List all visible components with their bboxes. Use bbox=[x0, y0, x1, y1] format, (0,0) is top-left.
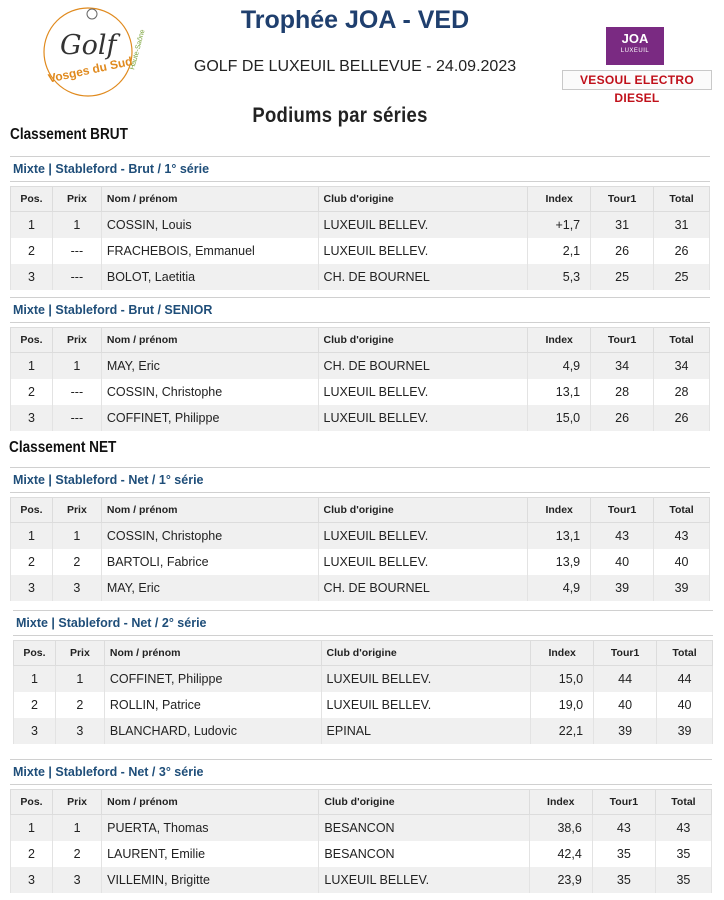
table-cell: 2 bbox=[53, 841, 102, 867]
table-cell: 13,1 bbox=[528, 523, 591, 550]
table-cell: 3 bbox=[11, 867, 53, 893]
results-block bbox=[10, 759, 712, 893]
column-header: Nom / prénom bbox=[101, 328, 318, 353]
table-cell: LUXEUIL BELLEV. bbox=[318, 405, 528, 431]
column-header: Total bbox=[654, 498, 710, 523]
page-heading: Podiums par séries bbox=[252, 104, 428, 127]
table-cell: COSSIN, Christophe bbox=[101, 379, 318, 405]
table-cell: 43 bbox=[592, 815, 655, 842]
table-cell: COFFINET, Philippe bbox=[104, 666, 321, 693]
table-cell: 31 bbox=[591, 212, 654, 239]
table-cell: 1 bbox=[53, 815, 102, 842]
column-header: Total bbox=[654, 328, 710, 353]
table-cell: LUXEUIL BELLEV. bbox=[319, 867, 529, 893]
column-header: Club d'origine bbox=[319, 790, 529, 815]
table-cell: 28 bbox=[591, 379, 654, 405]
column-header: Prix bbox=[53, 790, 102, 815]
table-cell: 35 bbox=[592, 841, 655, 867]
table-cell: 3 bbox=[53, 867, 102, 893]
table-cell: 5,3 bbox=[528, 264, 591, 290]
table-cell: LUXEUIL BELLEV. bbox=[318, 379, 528, 405]
table-cell: VILLEMIN, Brigitte bbox=[102, 867, 319, 893]
table-row bbox=[11, 264, 710, 290]
table-cell: 13,1 bbox=[528, 379, 591, 405]
table-cell: 2 bbox=[11, 379, 53, 405]
table-cell: 3 bbox=[55, 718, 104, 744]
block-title: Mixte | Stableford - Brut / SENIOR bbox=[10, 297, 710, 323]
column-header: Total bbox=[654, 187, 710, 212]
section-brut-label: Classement BRUT bbox=[10, 126, 128, 143]
table-cell: COSSIN, Christophe bbox=[101, 523, 318, 550]
results-table bbox=[10, 327, 710, 431]
golf-logo-line2: Haute-Saône bbox=[129, 28, 147, 71]
table-cell: LUXEUIL BELLEV. bbox=[318, 238, 528, 264]
block-title: Mixte | Stableford - Net / 3° série bbox=[10, 759, 712, 785]
table-cell: 35 bbox=[655, 841, 711, 867]
column-header: Club d'origine bbox=[318, 328, 528, 353]
block-title: Mixte | Stableford - Brut / 1° série bbox=[10, 156, 710, 182]
table-cell: 19,0 bbox=[531, 692, 594, 718]
joa-logo-word: JOA bbox=[621, 31, 649, 46]
table-cell: 43 bbox=[655, 815, 711, 842]
table-row bbox=[11, 405, 710, 431]
golf-logo-word: Golf bbox=[60, 30, 117, 61]
table-cell: 13,9 bbox=[528, 549, 591, 575]
table-cell: 1 bbox=[14, 666, 56, 693]
table-cell: 1 bbox=[52, 523, 101, 550]
column-header: Club d'origine bbox=[321, 641, 531, 666]
table-cell: 4,9 bbox=[528, 575, 591, 601]
table-cell: MAY, Eric bbox=[101, 353, 318, 380]
results-block bbox=[10, 297, 710, 431]
column-header: Total bbox=[655, 790, 711, 815]
column-header: Pos. bbox=[11, 790, 53, 815]
table-cell: 2 bbox=[11, 238, 53, 264]
table-cell: LAURENT, Emilie bbox=[102, 841, 319, 867]
table-cell: 42,4 bbox=[529, 841, 592, 867]
table-cell: 22,1 bbox=[531, 718, 594, 744]
table-cell: 40 bbox=[591, 549, 654, 575]
table-cell: 26 bbox=[654, 405, 710, 431]
table-header-row bbox=[11, 790, 712, 815]
column-header: Nom / prénom bbox=[102, 790, 319, 815]
column-header: Tour1 bbox=[591, 187, 654, 212]
table-header-row bbox=[11, 328, 710, 353]
table-cell: 3 bbox=[14, 718, 56, 744]
table-row bbox=[14, 718, 713, 744]
column-header: Nom / prénom bbox=[104, 641, 321, 666]
table-cell: LUXEUIL BELLEV. bbox=[321, 692, 531, 718]
table-cell: MAY, Eric bbox=[101, 575, 318, 601]
table-cell: 15,0 bbox=[528, 405, 591, 431]
page-header bbox=[0, 0, 724, 104]
column-header: Prix bbox=[52, 328, 101, 353]
column-header: Pos. bbox=[14, 641, 56, 666]
table-cell: 25 bbox=[591, 264, 654, 290]
golf-logo-line1: Vosges du Sud bbox=[46, 54, 134, 86]
table-cell: LUXEUIL BELLEV. bbox=[318, 212, 528, 239]
table-cell: 2 bbox=[11, 841, 53, 867]
table-cell: 1 bbox=[52, 353, 101, 380]
column-header: Index bbox=[531, 641, 594, 666]
table-cell: PUERTA, Thomas bbox=[102, 815, 319, 842]
table-cell: 43 bbox=[654, 523, 710, 550]
column-header: Total bbox=[657, 641, 713, 666]
table-cell: 43 bbox=[591, 523, 654, 550]
table-cell: 40 bbox=[594, 692, 657, 718]
results-block bbox=[10, 156, 710, 290]
table-header-row bbox=[11, 498, 710, 523]
table-row bbox=[11, 212, 710, 239]
table-cell: CH. DE BOURNEL bbox=[318, 575, 528, 601]
table-cell: 3 bbox=[11, 264, 53, 290]
table-cell: 23,9 bbox=[529, 867, 592, 893]
results-table bbox=[13, 640, 713, 744]
table-cell: 2 bbox=[52, 549, 101, 575]
table-cell: BOLOT, Laetitia bbox=[101, 264, 318, 290]
table-row bbox=[11, 353, 710, 380]
table-cell: 35 bbox=[592, 867, 655, 893]
table-cell: 3 bbox=[11, 405, 53, 431]
table-row bbox=[11, 867, 712, 893]
table-cell: 38,6 bbox=[529, 815, 592, 842]
table-cell: BESANCON bbox=[319, 815, 529, 842]
table-cell: 1 bbox=[55, 666, 104, 693]
column-header: Tour1 bbox=[592, 790, 655, 815]
column-header: Index bbox=[528, 187, 591, 212]
table-row bbox=[11, 523, 710, 550]
column-header: Pos. bbox=[11, 187, 53, 212]
table-cell: COSSIN, Louis bbox=[101, 212, 318, 239]
table-cell: --- bbox=[52, 238, 101, 264]
table-cell: 25 bbox=[654, 264, 710, 290]
table-cell: 39 bbox=[657, 718, 713, 744]
table-row bbox=[14, 692, 713, 718]
column-header: Pos. bbox=[11, 498, 53, 523]
column-header: Club d'origine bbox=[318, 187, 528, 212]
column-header: Prix bbox=[52, 187, 101, 212]
table-cell: FRACHEBOIS, Emmanuel bbox=[101, 238, 318, 264]
column-header: Tour1 bbox=[591, 498, 654, 523]
table-cell: 39 bbox=[654, 575, 710, 601]
table-cell: LUXEUIL BELLEV. bbox=[321, 666, 531, 693]
column-header: Nom / prénom bbox=[101, 498, 318, 523]
column-header: Pos. bbox=[11, 328, 53, 353]
table-cell: CH. DE BOURNEL bbox=[318, 264, 528, 290]
table-row bbox=[11, 549, 710, 575]
results-block bbox=[10, 467, 710, 601]
table-cell: 40 bbox=[654, 549, 710, 575]
table-cell: ROLLIN, Patrice bbox=[104, 692, 321, 718]
table-cell: 44 bbox=[657, 666, 713, 693]
joa-luxeuil-logo bbox=[606, 27, 664, 65]
table-cell: 2 bbox=[14, 692, 56, 718]
event-subtitle: GOLF DE LUXEUIL BELLEVUE - 24.09.2023 bbox=[193, 58, 517, 75]
table-cell: 39 bbox=[594, 718, 657, 744]
table-row bbox=[11, 841, 712, 867]
table-row bbox=[11, 575, 710, 601]
table-cell: 1 bbox=[11, 353, 53, 380]
column-header: Nom / prénom bbox=[101, 187, 318, 212]
results-block bbox=[13, 610, 713, 744]
table-cell: 26 bbox=[591, 238, 654, 264]
block-title: Mixte | Stableford - Net / 1° série bbox=[10, 467, 710, 493]
joa-logo-sub: LUXEUIL bbox=[620, 48, 650, 54]
table-cell: 28 bbox=[654, 379, 710, 405]
table-row bbox=[11, 379, 710, 405]
table-cell: 34 bbox=[591, 353, 654, 380]
table-cell: 2 bbox=[11, 549, 53, 575]
table-cell: BESANCON bbox=[319, 841, 529, 867]
table-cell: LUXEUIL BELLEV. bbox=[318, 549, 528, 575]
table-cell: 3 bbox=[11, 575, 53, 601]
column-header: Index bbox=[528, 328, 591, 353]
column-header: Prix bbox=[55, 641, 104, 666]
section-net-label: Classement NET bbox=[9, 439, 117, 456]
vesoul-electro-diesel-logo: VESOUL ELECTRO DIESEL bbox=[562, 70, 712, 90]
table-cell: +1,7 bbox=[528, 212, 591, 239]
table-cell: 34 bbox=[654, 353, 710, 380]
table-cell: 2,1 bbox=[528, 238, 591, 264]
table-cell: 26 bbox=[591, 405, 654, 431]
table-cell: CH. DE BOURNEL bbox=[318, 353, 528, 380]
table-cell: 2 bbox=[55, 692, 104, 718]
column-header: Tour1 bbox=[591, 328, 654, 353]
table-cell: COFFINET, Philippe bbox=[101, 405, 318, 431]
table-header-row bbox=[14, 641, 713, 666]
column-header: Club d'origine bbox=[318, 498, 528, 523]
column-header: Tour1 bbox=[594, 641, 657, 666]
results-table bbox=[10, 186, 710, 290]
table-cell: 1 bbox=[52, 212, 101, 239]
table-cell: 1 bbox=[11, 212, 53, 239]
table-row bbox=[11, 238, 710, 264]
table-cell: BARTOLI, Fabrice bbox=[101, 549, 318, 575]
golf-vosges-du-sud-logo bbox=[40, 4, 147, 100]
table-cell: 1 bbox=[11, 523, 53, 550]
table-cell: --- bbox=[52, 264, 101, 290]
table-cell: 44 bbox=[594, 666, 657, 693]
table-cell: BLANCHARD, Ludovic bbox=[104, 718, 321, 744]
table-cell: 31 bbox=[654, 212, 710, 239]
table-cell: 39 bbox=[591, 575, 654, 601]
table-cell: EPINAL bbox=[321, 718, 531, 744]
page-title: Trophée JOA - VED bbox=[240, 6, 470, 34]
table-cell: 4,9 bbox=[528, 353, 591, 380]
table-cell: 26 bbox=[654, 238, 710, 264]
table-cell: --- bbox=[52, 379, 101, 405]
table-cell: 15,0 bbox=[531, 666, 594, 693]
table-row bbox=[11, 815, 712, 842]
column-header: Index bbox=[528, 498, 591, 523]
block-title: Mixte | Stableford - Net / 2° série bbox=[13, 610, 713, 636]
table-cell: --- bbox=[52, 405, 101, 431]
table-cell: LUXEUIL BELLEV. bbox=[318, 523, 528, 550]
table-row bbox=[14, 666, 713, 693]
table-cell: 3 bbox=[52, 575, 101, 601]
table-cell: 40 bbox=[657, 692, 713, 718]
results-table bbox=[10, 497, 710, 601]
column-header: Index bbox=[529, 790, 592, 815]
column-header: Prix bbox=[52, 498, 101, 523]
table-header-row bbox=[11, 187, 710, 212]
table-cell: 1 bbox=[11, 815, 53, 842]
results-table bbox=[10, 789, 712, 893]
table-cell: 35 bbox=[655, 867, 711, 893]
